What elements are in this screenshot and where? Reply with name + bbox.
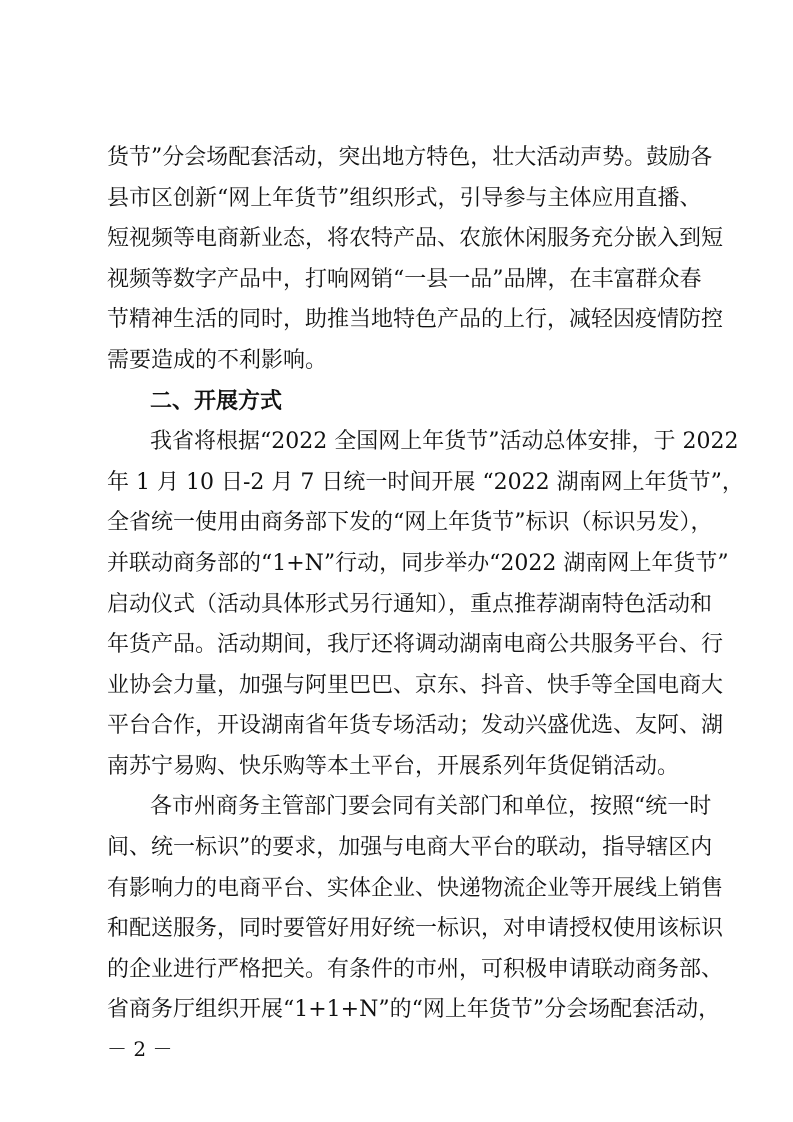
paragraph-line: 的企业进行严格把关。有条件的市州，可积极申请联动商务部、 [107,957,724,982]
section-heading: 二、开展方式 [150,389,283,414]
paragraph-line: 短视频等电商新业态，将农特产品、农旅休闲服务充分嵌入到短 [107,226,724,251]
paragraph-line: 省商务厅组织开展“1+1+N”的“网上年货节”分会场配套活动， [107,997,721,1022]
paragraph-line: 货节”分会场配套活动，突出地方特色，壮大活动声势。鼓励各 [107,145,713,170]
paragraph-line: 县市区创新“网上年货节”组织形式，引导参与主体应用直播、 [107,186,702,211]
paragraph-line: 启动仪式（活动具体形式另行通知），重点推荐湖南特色活动和 [107,592,713,617]
paragraph-line: 和配送服务，同时要管好用好统一标识，对申请授权使用该标识 [107,916,724,941]
paragraph-line: 视频等数字产品中，打响网销“一县一品”品牌，在丰富群众春 [107,267,702,292]
page-number: － 2 － [107,1037,173,1061]
paragraph-line: 需要造成的不利影响。 [107,348,328,373]
paragraph-line: 南苏宁易购、快乐购等本土平台，开展系列年货促销活动。 [107,754,680,779]
paragraph-line: 平台合作，开设湖南省年货专场活动；发动兴盛优选、友阿、湖 [107,713,724,738]
paragraph-line: 全省统一使用由商务部下发的“网上年货节”标识（标识另发）， [107,510,713,535]
paragraph-line: 有影响力的电商平台、实体企业、快递物流企业等开展线上销售 [107,876,724,901]
paragraph-line: 间、统一标识”的要求，加强与电商大平台的联动，指导辖区内 [107,835,713,860]
paragraph-line: 并联动商务部的“1+N”行动，同步举办“2022 湖南网上年货节” [107,551,729,576]
paragraph-line: 年货产品。活动期间，我厅还将调动湖南电商公共服务平台、行 [107,632,724,657]
paragraph-line: 各市州商务主管部门要会同有关部门和单位，按照“统一时 [150,794,712,819]
paragraph-line: 我省将根据“2022 全国网上年货节”活动总体安排，于 2022 [150,429,739,454]
paragraph-line: 业协会力量，加强与阿里巴巴、京东、抖音、快手等全国电商大 [107,673,724,698]
paragraph-line: 年 1 月 10 日-2 月 7 日统一时间开展 “2022 湖南网上年货节”， [107,470,744,495]
paragraph-line: 节精神生活的同时，助推当地特色产品的上行，减轻因疫情防控 [107,307,724,332]
